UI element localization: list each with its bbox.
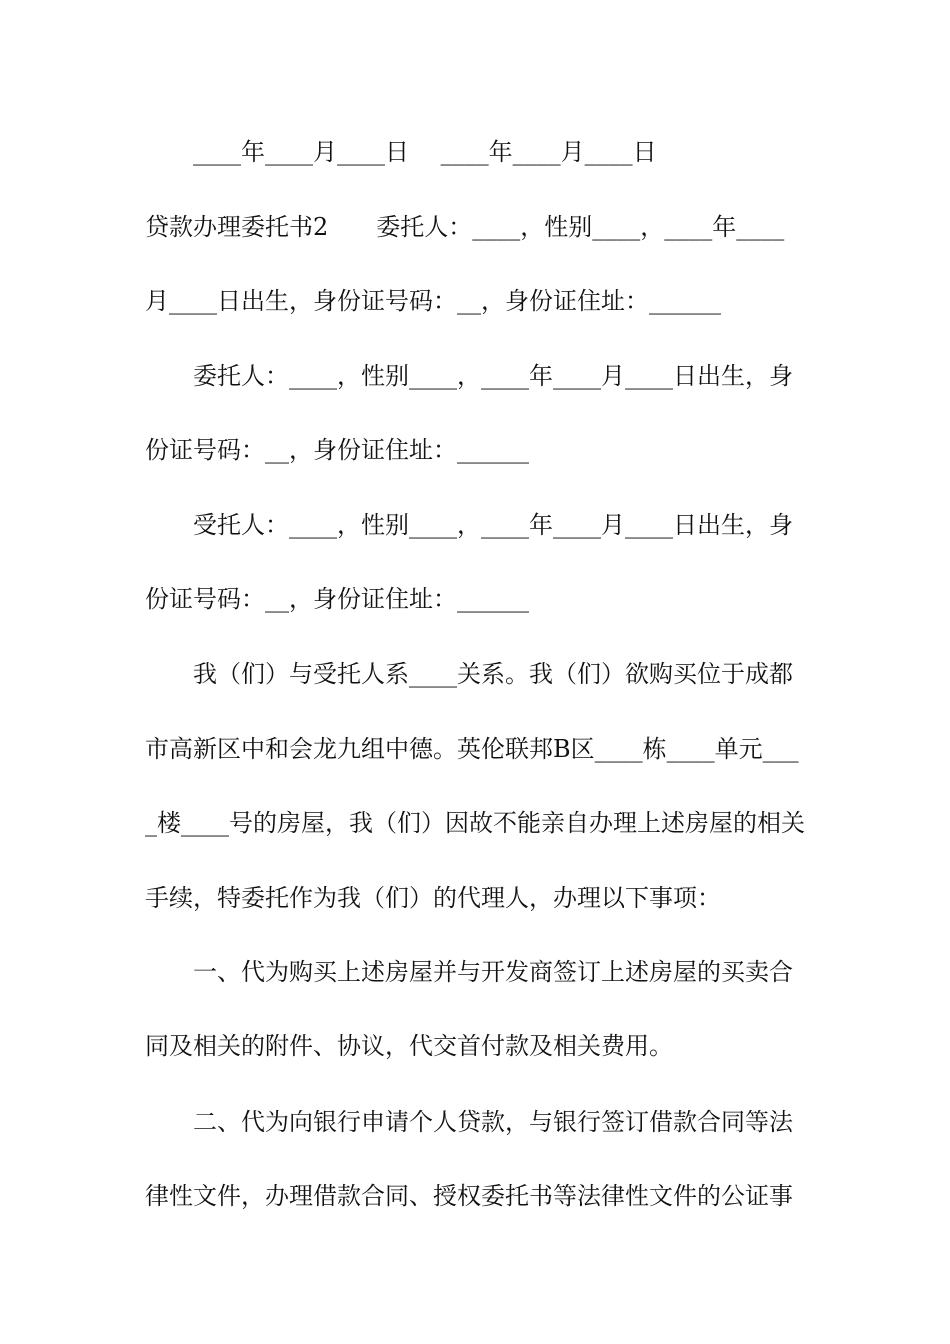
title-and-principal-line: 贷款办理委托书2 委托人：____，性别____，____年____	[145, 213, 785, 241]
second-principal-id-line: 份证号码：__，身份证住址：______	[145, 436, 529, 464]
date-line: ____年____月____日 ____年____月____日	[193, 138, 657, 166]
item-one-line-1: 一、代为购买上述房屋并与开发商签订上述房屋的买卖合	[193, 958, 793, 986]
item-one-line-2: 同及相关的附件、协议，代交首付款及相关费用。	[145, 1032, 673, 1060]
second-principal-line: 委托人：____，性别____，____年____月____日出生，身	[193, 362, 793, 390]
item-two-line-1: 二、代为向银行申请个人贷款，与银行签订借款合同等法	[193, 1108, 793, 1136]
paragraph-relationship-3: _楼____号的房屋，我（们）因故不能亲自办理上述房屋的相关	[145, 809, 805, 837]
paragraph-relationship-1: 我（们）与受托人系____关系。我（们）欲购买位于成都	[193, 660, 793, 688]
paragraph-relationship-4: 手续，特委托作为我（们）的代理人，办理以下事项：	[145, 884, 721, 912]
agent-line: 受托人：____，性别____，____年____月____日出生，身	[193, 511, 793, 539]
paragraph-relationship-2: 市高新区中和会龙九组中德。英伦联邦B区____栋____单元___	[145, 735, 799, 763]
principal-id-line: 月____日出生，身份证号码：__，身份证住址：______	[145, 287, 721, 315]
agent-id-line: 份证号码：__，身份证住址：______	[145, 585, 529, 613]
item-two-line-2: 律性文件，办理借款合同、授权委托书等法律性文件的公证事	[145, 1182, 793, 1210]
